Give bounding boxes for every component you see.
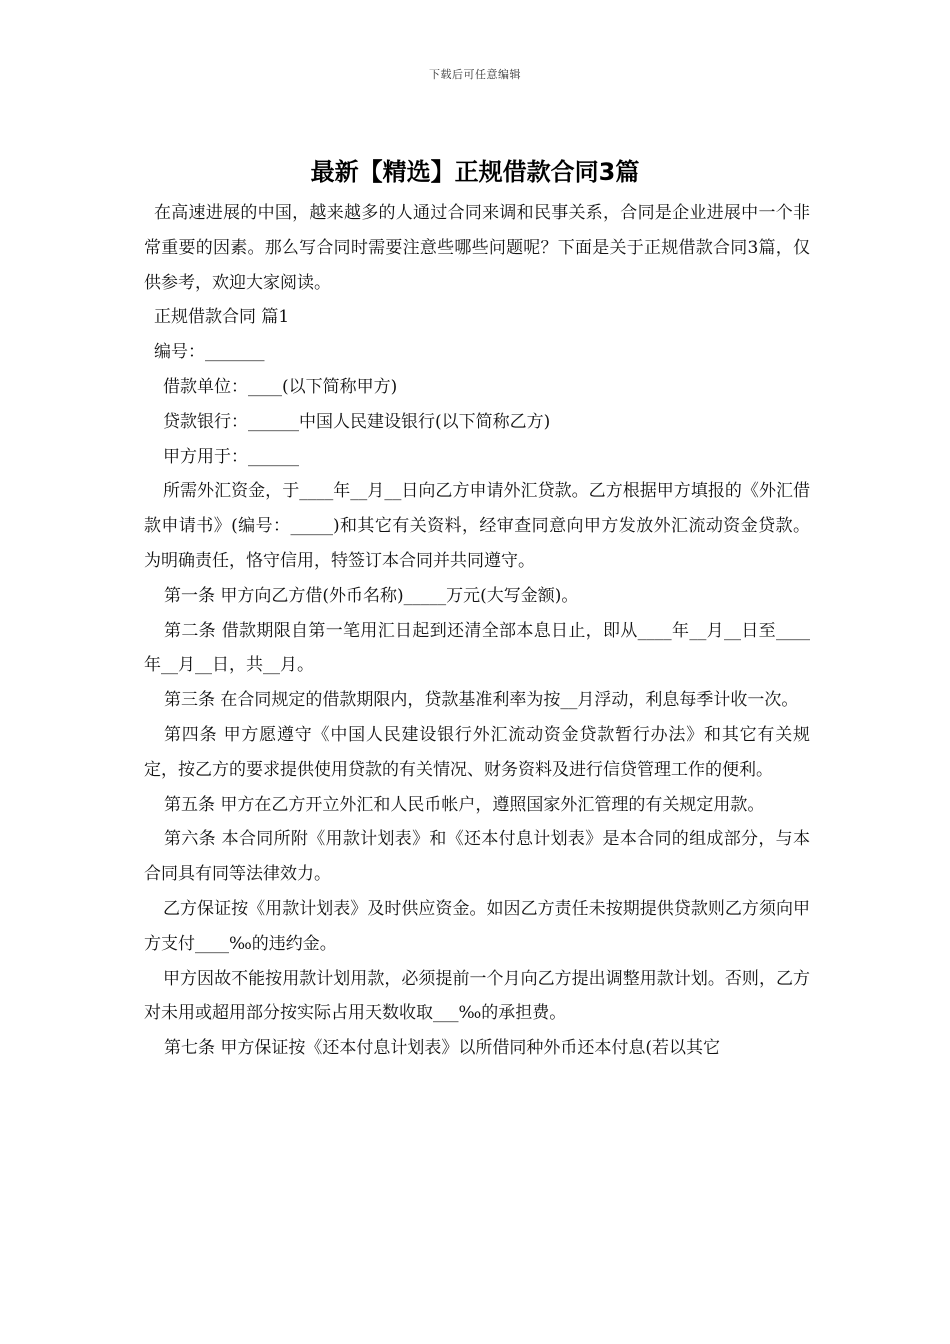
header-note: 下载后可任意编辑 bbox=[429, 68, 521, 81]
clause-2: 第二条 借款期限自第一笔用汇日起到还清全部本息日止，即从____年__月__日至____年__月__日，共__月。 bbox=[144, 620, 810, 676]
lender-bank-line: 贷款银行：______中国人民建设银行(以下简称乙方) bbox=[163, 411, 551, 432]
contract-number-line: 编号：_______ bbox=[154, 342, 265, 363]
clause-1: 第一条 甲方向乙方借(外币名称)_____万元(大写金额)。 bbox=[164, 585, 579, 606]
clause-7: 第七条 甲方保证按《还本付息计划表》以所借同种外币还本付息(若以其它 bbox=[164, 1038, 721, 1059]
intro-paragraph: 在高速进展的中国，越来越多的人通过合同来调和民事关系，合同是企业进展中一个非常重要的因素。那么写合同时需要注意些哪些问题呢？下面是关于正规借款合同3篇，仅供参考，欢迎大家阅读。 bbox=[144, 203, 810, 293]
clause-6-lender-guarantee: 乙方保证按《用款计划表》及时供应资金。如因乙方责任未按期提供贷款则乙方须向甲方支付____‰的违约金。 bbox=[144, 898, 810, 954]
section-heading: 正规借款合同 篇1 bbox=[154, 307, 290, 328]
clause-4: 第四条 甲方愿遵守《中国人民建设银行外汇流动资金贷款暂行办法》和其它有关规定，按乙方的要求提供使用贷款的有关情况、财务资料及进行信贷管理工作的便利。 bbox=[144, 724, 810, 780]
purpose-line: 甲方用于：______ bbox=[163, 446, 299, 467]
clause-3: 第三条 在合同规定的借款期限内，贷款基准利率为按__月浮动，利息每季计收一次。 bbox=[164, 690, 799, 711]
clause-5: 第五条 甲方在乙方开立外汇和人民币帐户，遵照国家外汇管理的有关规定用款。 bbox=[164, 794, 765, 815]
document-title: 最新【精选】正规借款合同3篇 bbox=[310, 158, 640, 186]
borrower-line: 借款单位：____(以下简称甲方) bbox=[163, 376, 398, 397]
clause-6-borrower-adjustment: 甲方因故不能按用款计划用款，必须提前一个月向乙方提出调整用款计划。否则，乙方对未用或超用部分按实际占用天数收取___‰的承担费。 bbox=[144, 968, 810, 1024]
document-body bbox=[144, 196, 810, 1066]
preamble-paragraph: 所需外汇资金，于____年__月__日向乙方申请外汇贷款。乙方根据甲方填报的《外汇借款申请书》(编号：_____)和其它有关资料，经审查同意向甲方发放外汇流动资金贷款。为明确责任，恪守信用，特签订本合同并共同遵守。 bbox=[144, 481, 810, 571]
clause-6: 第六条 本合同所附《用款计划表》和《还本付息计划表》是本合同的组成部分，与本合同具有同等法律效力。 bbox=[144, 829, 810, 885]
